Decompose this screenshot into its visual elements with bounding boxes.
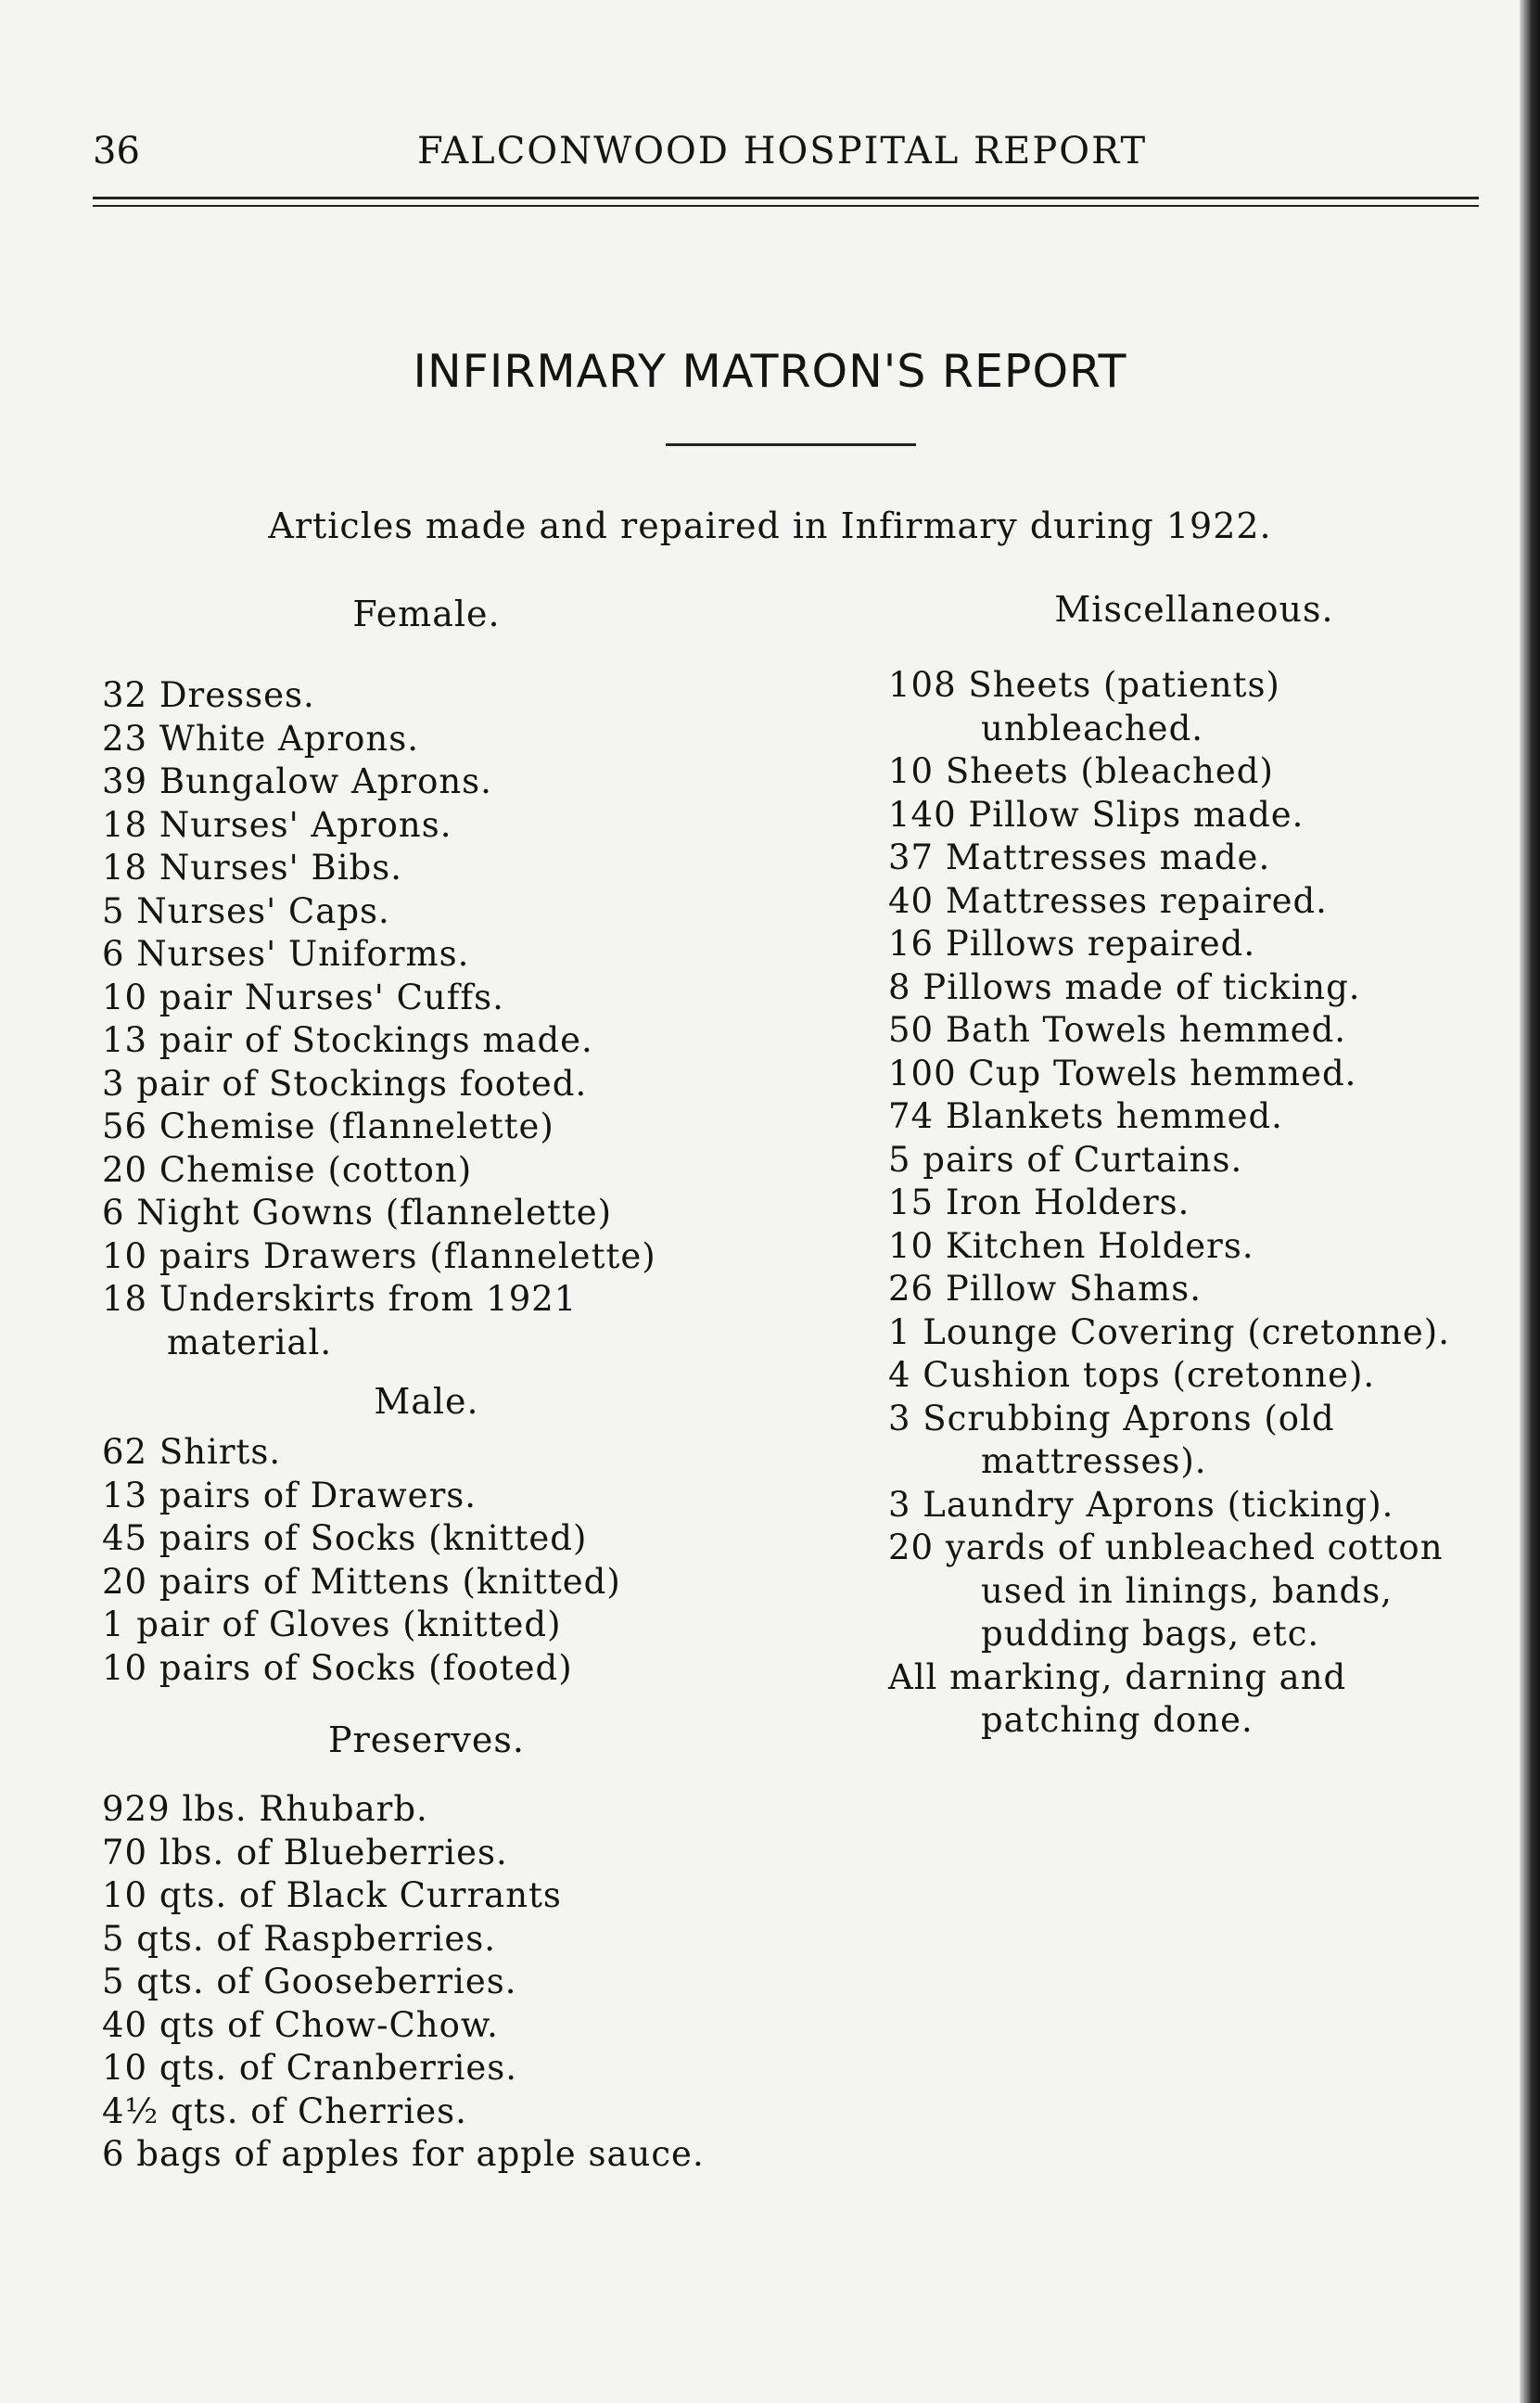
- header-rule-bottom: [93, 205, 1479, 207]
- list-item: 10 Kitchen Holders.: [888, 1225, 1254, 1266]
- male-heading: Male.: [374, 1381, 479, 1422]
- list-item: 40 qts of Chow-Chow.: [102, 2004, 499, 2045]
- list-item: 929 lbs. Rhubarb.: [102, 1789, 428, 1829]
- list-item: 3 Scrubbing Aprons (old mattresses).: [888, 1398, 1335, 1481]
- list-item: 1 Lounge Covering (cretonne).: [888, 1311, 1450, 1352]
- preserves-list: [102, 1788, 751, 2177]
- list-item: 20 yards of unbleached cotton used in linings, bands, pudding bags, etc.: [888, 1527, 1444, 1654]
- list-item: 5 pairs of Curtains.: [888, 1139, 1243, 1180]
- list-item: 1 pair of Gloves (knitted): [102, 1604, 562, 1644]
- list-item: 20 pairs of Mittens (knitted): [102, 1561, 621, 1602]
- list-item: 10 Sheets (bleached): [888, 751, 1274, 791]
- list-item: 50 Bath Towels hemmed.: [888, 1010, 1347, 1050]
- header-rule-top: [93, 197, 1479, 199]
- list-item: 10 qts. of Black Currants: [102, 1875, 562, 1915]
- list-item: 18 Nurses' Aprons.: [102, 804, 452, 845]
- list-item: 6 Night Gowns (flannelette): [102, 1193, 613, 1233]
- list-item: 62 Shirts.: [102, 1432, 282, 1472]
- list-item: 13 pair of Stockings made.: [102, 1020, 593, 1060]
- list-item: 23 White Aprons.: [102, 718, 420, 759]
- list-item: 4 Cushion tops (cretonne).: [888, 1355, 1376, 1395]
- list-item: All marking, darning and patching done.: [888, 1656, 1347, 1740]
- list-item: 6 Nurses' Uniforms.: [102, 934, 470, 974]
- list-item: 5 qts. of Gooseberries.: [102, 1962, 517, 2001]
- intro-text: Articles made and repaired in Infirmary during 1922.: [268, 505, 1272, 546]
- list-item: 39 Bungalow Aprons.: [102, 761, 492, 801]
- list-item: 16 Pillows repaired.: [888, 924, 1256, 964]
- list-item: 140 Pillow Slips made.: [888, 794, 1305, 835]
- list-item: 10 qts. of Cranberries.: [102, 2048, 517, 2088]
- list-item: 8 Pillows made of ticking.: [888, 966, 1361, 1007]
- list-item: 37 Mattresses made.: [888, 837, 1271, 877]
- list-item: 18 Nurses' Bibs.: [102, 848, 402, 888]
- list-item: 15 Iron Holders.: [888, 1182, 1190, 1222]
- list-item: 10 pairs Drawers (flannelette): [102, 1235, 656, 1276]
- list-item: 4½ qts. of Cherries.: [102, 2090, 467, 2131]
- list-item: 18 Underskirts from 1921 material.: [102, 1279, 578, 1362]
- list-item: 3 Laundry Aprons (ticking).: [888, 1484, 1394, 1525]
- list-item: 74 Blankets hemmed.: [888, 1096, 1283, 1136]
- list-item: 10 pairs of Socks (footed): [102, 1647, 573, 1688]
- list-item: 70 lbs. of Blueberries.: [102, 1832, 508, 1873]
- running-title: FALCONWOOD HOSPITAL REPORT: [417, 130, 1148, 173]
- list-item: 40 Mattresses repaired.: [888, 880, 1328, 921]
- list-item: 56 Chemise (flannelette): [102, 1106, 554, 1146]
- list-item: 5 Nurses' Caps.: [102, 890, 390, 931]
- list-item: 32 Dresses.: [102, 675, 315, 715]
- list-item: 6 bags of apples for apple sauce.: [102, 2134, 705, 2174]
- miscellaneous-list: [888, 664, 1500, 1743]
- list-item: 45 pairs of Socks (knitted): [102, 1518, 588, 1558]
- report-title: INFIRMARY MATRON'S REPORT: [413, 345, 1127, 398]
- page-number: 36: [93, 130, 140, 173]
- female-list: [102, 674, 751, 1364]
- male-list: [102, 1431, 751, 1690]
- preserves-heading: Preserves.: [328, 1719, 525, 1760]
- list-item: 3 pair of Stockings footed.: [102, 1063, 588, 1104]
- page-header: [93, 130, 1483, 185]
- list-item: 20 Chemise (cotton): [102, 1149, 473, 1190]
- title-rule: [666, 443, 916, 446]
- left-column: [102, 594, 751, 2177]
- miscellaneous-heading: Miscellaneous.: [1054, 589, 1334, 630]
- list-item: 100 Cup Towels hemmed.: [888, 1053, 1357, 1093]
- list-item: 5 qts. of Raspberries.: [102, 1918, 496, 1959]
- female-heading: Female.: [352, 594, 501, 634]
- list-item: 26 Pillow Shams.: [888, 1269, 1203, 1309]
- list-item: 13 pairs of Drawers.: [102, 1475, 477, 1515]
- right-column: [888, 589, 1500, 1743]
- list-item: 108 Sheets (patients) unbleached.: [888, 665, 1280, 748]
- list-item: 10 pair Nurses' Cuffs.: [102, 977, 504, 1017]
